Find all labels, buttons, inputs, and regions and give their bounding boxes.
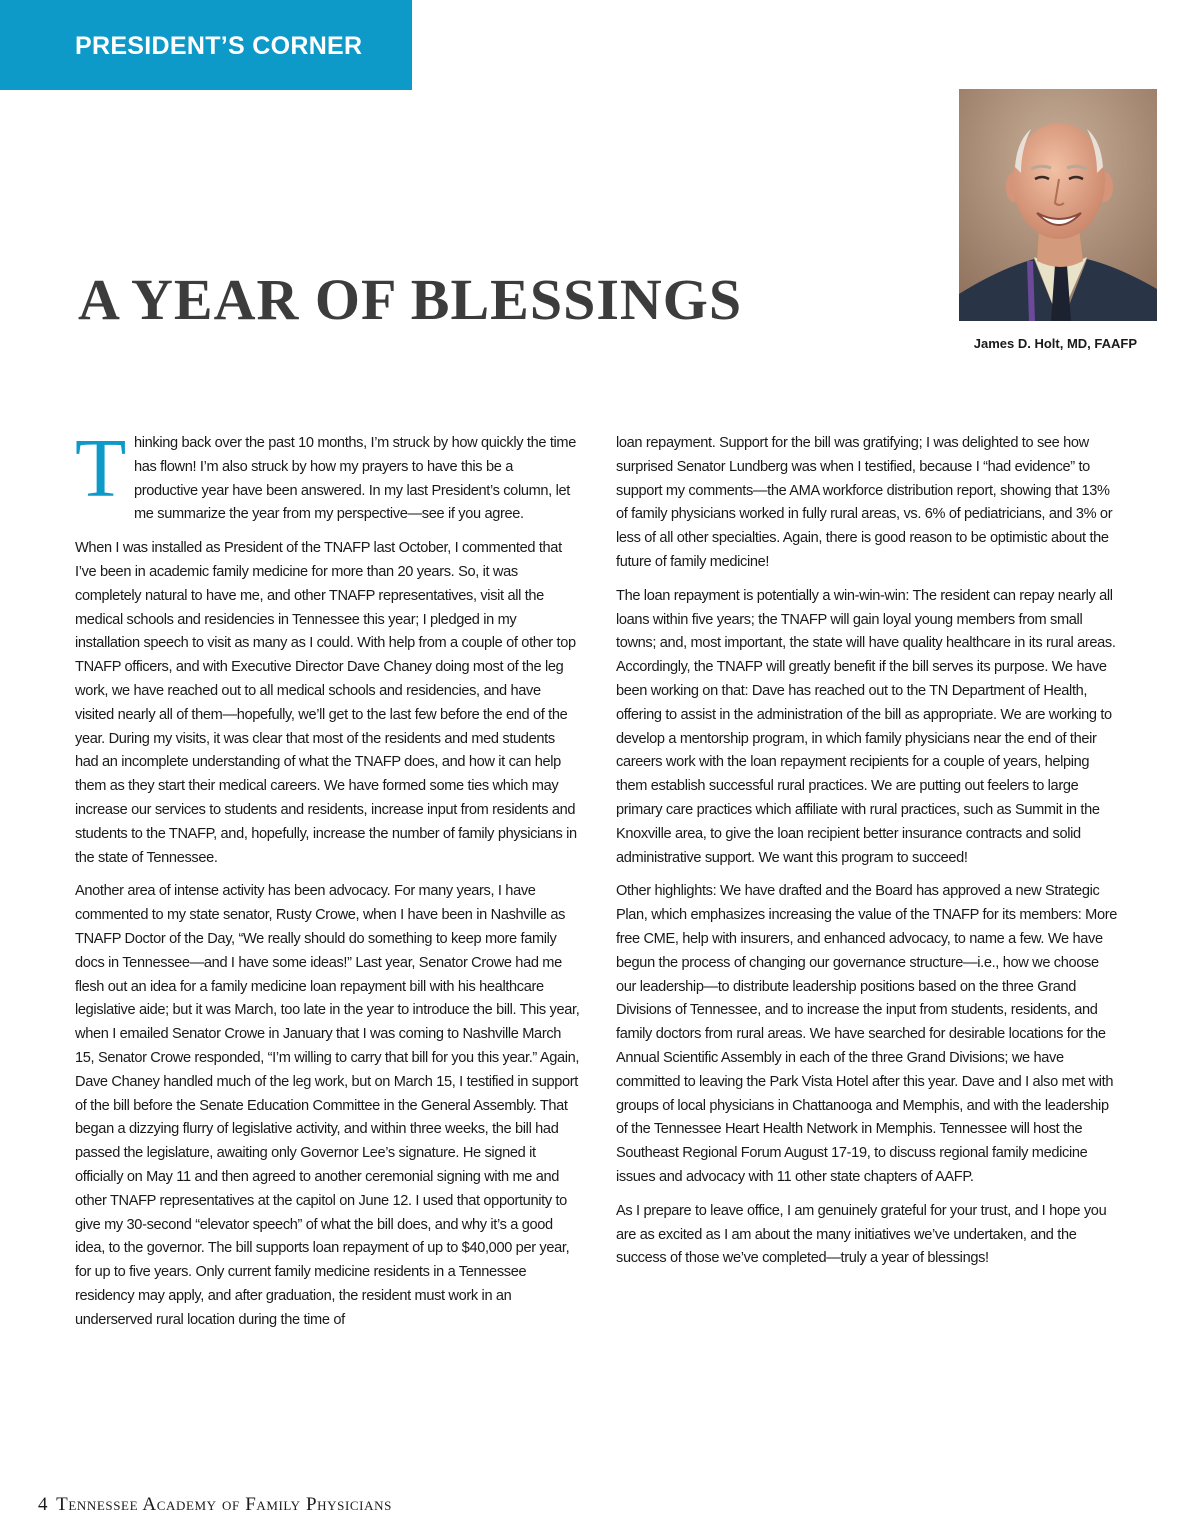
article-column-right	[616, 432, 1121, 1281]
page-footer	[38, 1494, 392, 1516]
article-paragraph: As I prepare to leave office, I am genuinely grateful for your trust, and I hope you are as excited as I am about the many initiatives we’ve undertaken, and the success of those we’ve completed—truly a year of blessings!	[616, 1202, 1107, 1267]
section-header-tab	[0, 0, 412, 90]
article-column-left	[75, 422, 580, 1342]
article-title: A YEAR OF BLESSINGS	[78, 267, 743, 332]
drop-cap: T	[75, 422, 126, 515]
page-number: 4	[38, 1494, 49, 1515]
author-photo	[959, 89, 1157, 321]
article-paragraph	[75, 422, 580, 527]
article-paragraph: loan repayment. Support for the bill was gratifying; I was delighted to see how surprised Senator Lundberg was when I testified, because I “had evidence” to support my comments—the AMA workforce distribution report, showing that 13% of family physicians worked in fully rural areas, vs. 6% of pediatricians, and 3% or less of all other specialties. Again, there is good reason to be optimistic about the future of family medicine!	[616, 435, 1113, 570]
publication-name: Tennessee Academy of Family Physicians	[56, 1494, 392, 1515]
paragraph-text: hinking back over the past 10 months, I’m struck by how quickly the time has flown! I’m also struck by how my prayers to have this be a productive year have been answered. In my last President’s column, let me summarize the year from my perspective—see if you agree.	[133, 435, 576, 523]
author-caption: James D. Holt, MD, FAAFP	[973, 336, 1137, 351]
article-paragraph: Other highlights: We have drafted and the Board has approved a new Strategic Plan, which emphasizes increasing the value of the TNAFP for its members: More free CME, help with insurers, and enhanced advocacy, to name a few. We have begun the process of changing our governance structure—i.e., how we choose our leadership—to distribute leadership positions based on the three Grand Divisions of Tennessee, and to increase the input from students, residents, and family doctors from rural areas. We have searched for desirable locations for the Annual Scientific Assembly in each of the three Grand Divisions; we have committed to leaving the Park Vista Hotel after this year. Dave and I also met with groups of local physicians in Chattanooga and Memphis, and with the leadership of the Tennessee Heart Health Network in Memphis. Tennessee will host the Southeast Regional Forum August 17-19, to discuss regional family medicine issues and advocacy with 11 other state chapters of AAFP.	[616, 883, 1118, 1185]
article-paragraph: When I was installed as President of the TNAFP last October, I commented that I’ve been in academic family medicine for more than 20 years. So, it was completely natural to have me, and other TNAFP representatives, visit all the medical schools and residencies in Tennessee this year; I pledged in my installation speech to visit as many as I could. With help from a couple of other top TNAFP officers, and with Executive Director Dave Chaney doing most of the leg work, we have reached out to all medical schools and residencies, and have visited nearly all of them—hopefully, we’ll get to the last few before the end of the year. During my visits, it was clear that most of the residents and med students had an incomplete understanding of what the TNAFP does, and how it can help them as they start their medical careers. We have formed some ties which may increase our services to students and residents, increase input from residents and students to the TNAFP, and, hopefully, increase the number of family physicians in the state of Tennessee.	[75, 540, 577, 866]
article-paragraph: Another area of intense activity has been advocacy. For many years, I have commented to my state senator, Rusty Crowe, when I have been in Nashville as TNAFP Doctor of the Day, “We really should do something to keep more family docs in Tennessee—and I have some ideas!” Last year, Senator Crowe had me flesh out an idea for a family medicine loan repayment bill with his healthcare legislative aide; but it was March, too late in the year to introduce the bill. This year, when I emailed Senator Crowe in January that I was coming to Nashville March 15, Senator Crowe responded, “I’m willing to carry that bill for you this year.” Again, Dave Chaney handled much of the leg work, but on March 15, I testified in support of the bill before the Senate Education Committee in the General Assembly. That began a dizzying flurry of legislative activity, and within three weeks, the bill had passed the legislature, awaiting only Governor Lee’s signature. He signed it officially on May 11 and then agreed to another ceremonial signing with me and other TNAFP representatives at the capitol on June 12. I used that opportunity to give my 30-second “elevator speech” of what the bill does, and why it’s a good idea, to the governor. The bill supports loan repayment of up to $40,000 per year, for up to five years. Only current family medicine residents in a Tennessee residency may apply, and after graduation, the resident must work in an underserved rural location during the time of	[75, 883, 580, 1328]
article-paragraph: The loan repayment is potentially a win-win-win: The resident can repay nearly all loans within five years; the TNAFP will gain loyal young members from small towns; and, most important, the state will have quality healthcare in its rural areas. Accordingly, the TNAFP will greatly benefit if the bill serves its purpose. We have been working on that: Dave has reached out to the TN Department of Health, offering to assist in the administration of the bill as appropriate. We are working to develop a mentorship program, in which family physicians near the end of their careers work with the loan repayment recipients for a couple of years, helping them establish successful rural practices. We are putting out feelers to large primary care practices which affiliate with rural practices, such as Summit in the Knoxville area, to give the loan recipient better insurance contracts and solid administrative support. We want this program to succeed!	[616, 587, 1116, 866]
section-label: PRESIDENT’S CORNER	[75, 32, 363, 60]
